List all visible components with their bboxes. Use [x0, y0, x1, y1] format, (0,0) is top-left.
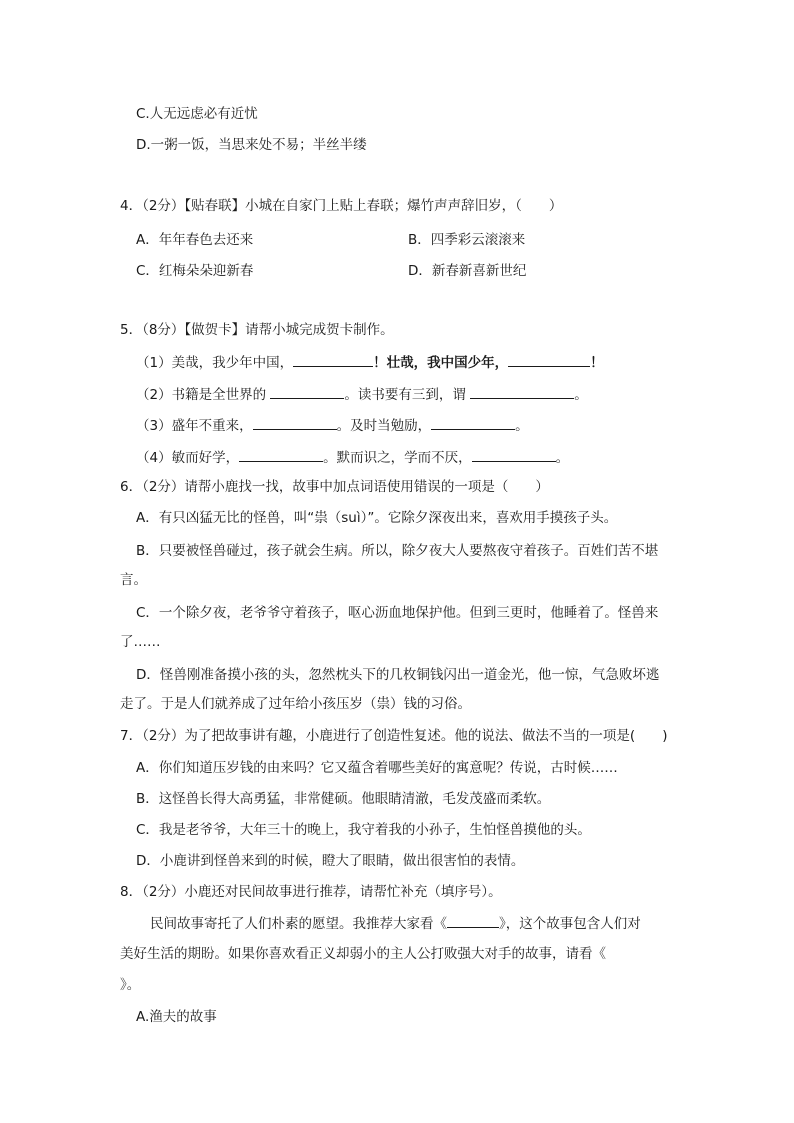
- q7-option-c: C．我是老爷爷，大年三十的晚上，我守着我的小孙子，生怕怪兽摸他的头。: [136, 822, 591, 838]
- q5-stem: 5．（8分）【做贺卡】请帮小城完成贺卡制作。: [120, 322, 394, 338]
- q6-option-a: A．有只凶猛无比的怪兽，叫“祟（suì）”。它除夕深夜出来，喜欢用手摸孩子头。: [136, 510, 618, 526]
- answer-blank[interactable]: [470, 384, 574, 399]
- q6-option-b-line2: 言。: [120, 572, 147, 588]
- q7-stem: 7．（2分）为了把故事讲有趣，小鹿进行了创造性复述。他的说法、做法不当的一项是( ): [120, 728, 668, 744]
- q5-item-3-a: （3）盛年不重来，: [136, 418, 253, 434]
- q5-item-2: [136, 384, 588, 405]
- q6-option-d-line1: D．怪兽刚准备摸小孩的头，忽然枕头下的几枚铜钱闪出一道金光，他一惊，气急败坏逃: [136, 667, 660, 683]
- q7-option-b: B．这怪兽长得大高勇猛，非常健硕。他眼睛清澈，毛发茂盛而柔软。: [136, 791, 551, 807]
- q6-option-c-line2: 了……: [120, 634, 161, 650]
- answer-blank[interactable]: [239, 447, 323, 462]
- q5-item-4-b: 。默而识之，学而不厌，: [323, 450, 472, 466]
- q8-paragraph-line2: 美好生活的期盼。如果你喜欢看正义却弱小的主人公打败强大对手的故事，请看《: [120, 946, 606, 962]
- answer-blank[interactable]: [270, 384, 344, 399]
- q5-item-3: [136, 415, 529, 436]
- q5-item-1: [136, 352, 604, 373]
- answer-blank[interactable]: [293, 352, 373, 367]
- q4-stem: 4．（2分）【贴春联】小城在自家门上贴上春联；爆竹声声辞旧岁，（ ）: [120, 198, 563, 214]
- q5-item-2-c: 。: [574, 387, 588, 403]
- q5-item-1-c: ！: [590, 355, 604, 371]
- q5-item-4-c: 。: [555, 450, 570, 466]
- q6-stem: 6．（2分）请帮小鹿找一找，故事中加点词语使用错误的一项是（ ）: [120, 479, 549, 495]
- q5-item-3-b: 。及时当勉励，: [336, 418, 432, 434]
- answer-blank[interactable]: [447, 913, 499, 928]
- q7-option-a: A．你们知道压岁钱的由来吗？它又蕴含着哪些美好的寓意呢？传说，古时候……: [136, 760, 618, 776]
- q8-p1-end: 》，这个故事包含人们对: [499, 916, 641, 932]
- answer-blank[interactable]: [253, 415, 337, 430]
- q7-option-d: D．小鹿讲到怪兽来到的时候，瞪大了眼睛，做出很害怕的表情。: [136, 853, 525, 869]
- q5-item-3-c: 。: [515, 418, 529, 434]
- q5-item-2-b: 。读书要有三到，谓: [344, 387, 471, 403]
- q4-option-c: C．红梅朵朵迎新春: [136, 263, 254, 279]
- q4-option-d: D．新春新喜新世纪: [408, 263, 527, 279]
- q4-options: [136, 228, 680, 279]
- q4-option-a: A．年年春色去还来: [136, 232, 254, 248]
- q8-stem: 8．（2分）小鹿还对民间故事进行推荐，请帮忙补充（填序号）。: [120, 884, 502, 900]
- answer-blank[interactable]: [472, 447, 556, 462]
- q3-option-c: C.人无远虑必有近忧: [136, 106, 258, 122]
- q8-paragraph-line3: 》。: [120, 977, 141, 993]
- q5-item-4: [136, 447, 569, 468]
- answer-blank[interactable]: [508, 352, 590, 367]
- q5-item-2-a: （2）书籍是全世界的: [136, 387, 271, 403]
- q6-option-b-line1: B．只要被怪兽碰过，孩子就会生病。所以，除夕夜大人要熬夜守着孩子。百姓们苦不堪: [136, 543, 659, 559]
- q6-option-c-line1: C．一个除夕夜，老爷爷守着孩子，呕心沥血地保护他。但到三更时，他睡着了。怪兽来: [136, 605, 659, 621]
- q5-item-1-b: ！壮哉，我中国少年，: [373, 355, 509, 371]
- q8-p1-start: 民间故事寄托了人们朴素的愿望。我推荐大家看《: [150, 916, 447, 932]
- q3-option-d: D.一粥一饭，当思来处不易；半丝半缕: [136, 137, 367, 153]
- q6-option-d-line2: 走了。于是人们就养成了过年给小孩压岁（祟）钱的习俗。: [120, 696, 471, 712]
- q5-item-1-a: （1）美哉，我少年中国，: [136, 355, 294, 371]
- q8-paragraph-line1: [150, 913, 641, 934]
- answer-blank[interactable]: [431, 415, 515, 430]
- q8-option-a: A.渔夫的故事: [136, 1009, 217, 1025]
- q4-option-b: B．四季彩云滚滚来: [408, 232, 526, 248]
- q5-item-4-a: （4）敏而好学，: [136, 450, 240, 466]
